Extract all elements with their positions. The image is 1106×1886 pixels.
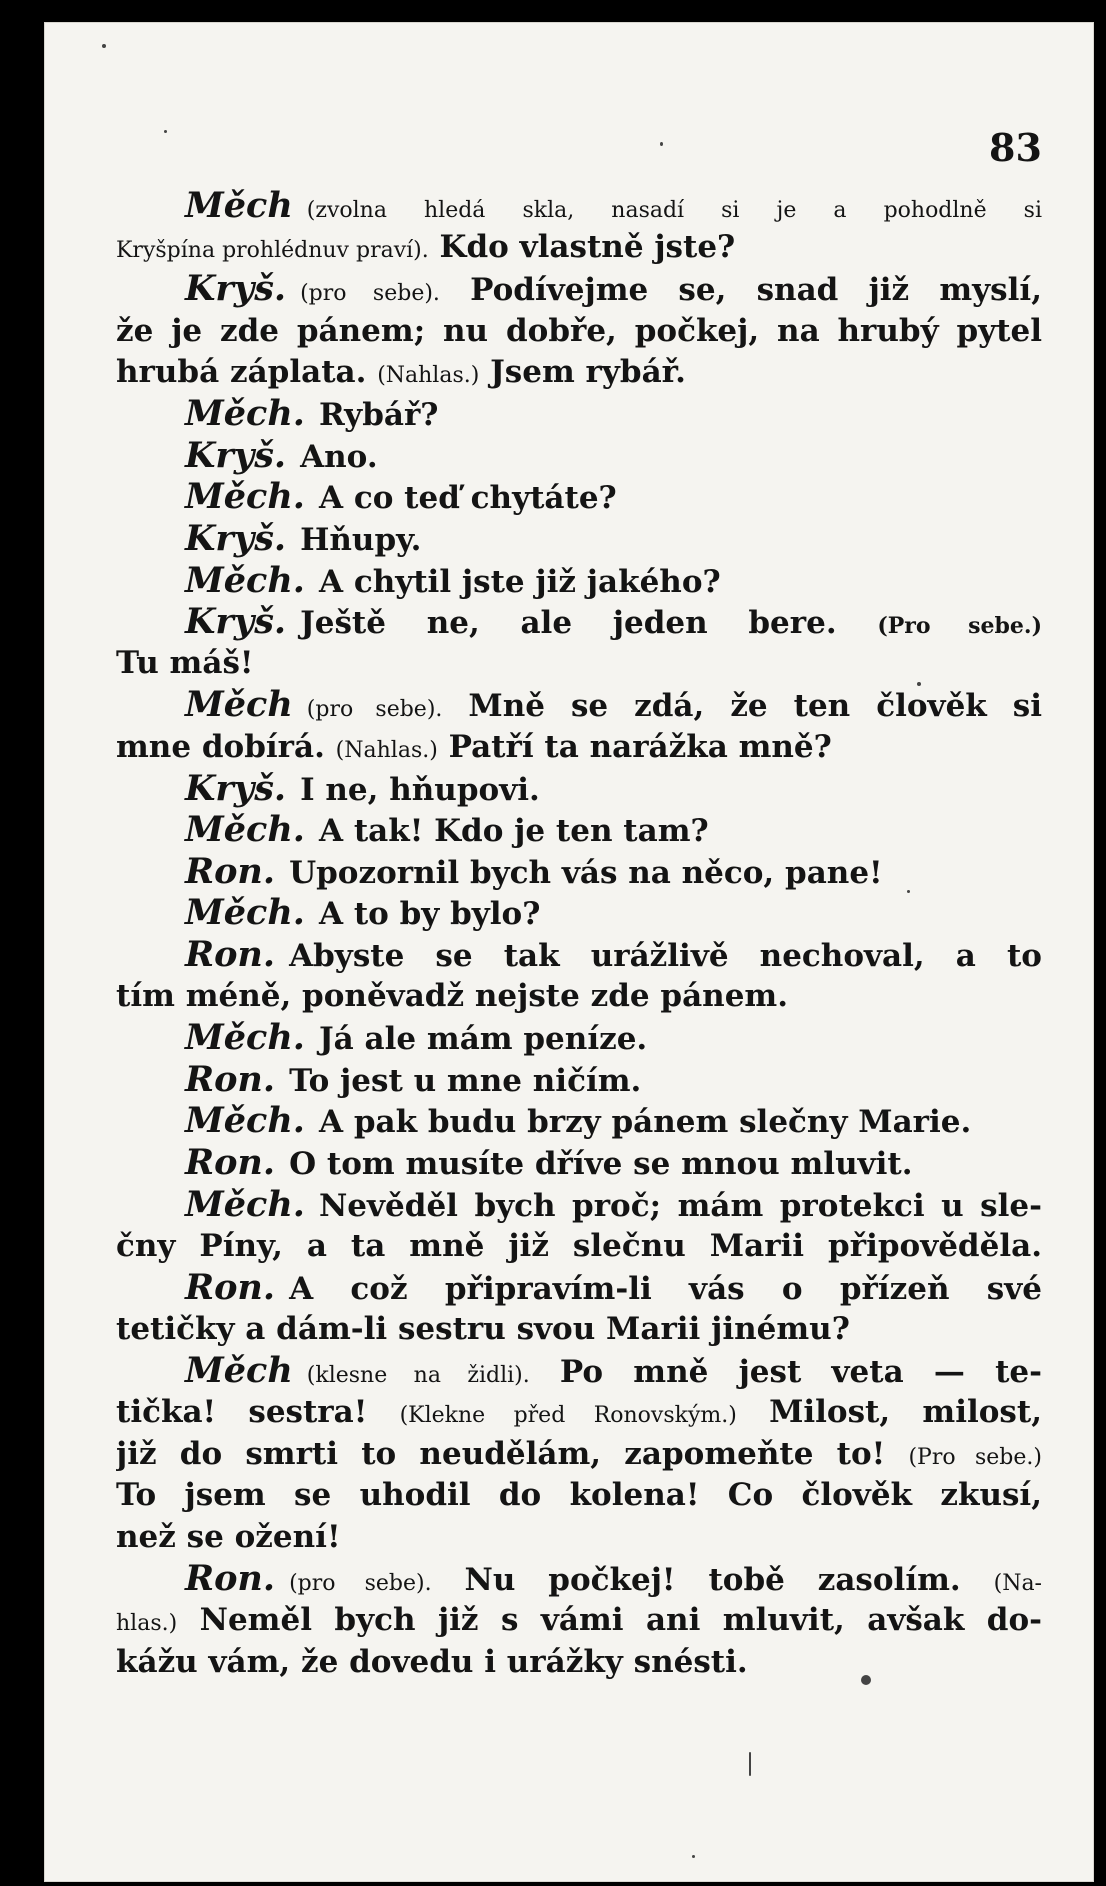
text-line: [116, 518, 1042, 560]
text-line: [116, 1183, 1042, 1225]
speaker-name: Ron.: [185, 1557, 276, 1599]
text-line: [116, 1641, 1042, 1683]
dialogue-text: než se ožení!: [116, 1518, 341, 1555]
text-line: [116, 1266, 1042, 1308]
dialogue-text: Neměl bych již s vámi ani mluvit, avšak do-: [177, 1601, 1042, 1638]
dialogue-text: Milost, milost,: [736, 1394, 1042, 1431]
text-line: [116, 268, 1042, 310]
text-line: [116, 1391, 1042, 1433]
stage-direction: (Nahlas.): [377, 363, 480, 389]
dialogue-text: Kdo vlastně jste?: [428, 229, 736, 266]
dialogue-text: čny Píny, a ta mně již slečnu Marii připověděla.: [116, 1227, 1042, 1264]
text-line: [116, 1308, 1042, 1350]
text-line: [116, 975, 1042, 1017]
text-line: [116, 643, 1042, 685]
speaker-name: Měch.: [185, 892, 305, 934]
line-content: [116, 1394, 1042, 1430]
stage-direction: (pro sebe).: [300, 281, 440, 307]
line-content: [116, 645, 254, 681]
stage-direction: (Na-: [993, 1570, 1042, 1596]
text-line: [116, 1058, 1042, 1100]
speaker-name: Ron.: [185, 933, 276, 975]
dialogue-text: A tak! Kdo je ten tam?: [318, 813, 709, 850]
line-content: [185, 892, 540, 933]
line-content: [116, 354, 686, 390]
line-content: [185, 1100, 971, 1141]
stage-direction: (Pro sebe.): [908, 1444, 1042, 1470]
speaker-name: Měch.: [185, 1100, 305, 1142]
text-line: [116, 892, 1042, 934]
text-line: [116, 851, 1042, 893]
speaker-name: Měch.: [185, 1183, 305, 1225]
speaker-name: Měch.: [185, 809, 305, 851]
speaker-name: Měch: [185, 1349, 293, 1391]
line-content: [185, 476, 617, 517]
speaker-name: Kryš.: [185, 518, 287, 560]
speaker-name: Měch.: [185, 393, 305, 435]
stage-direction: (zvolna hledá skla, nasadí si je a pohodlně si: [306, 198, 1042, 224]
text-line: [116, 1474, 1042, 1516]
dialogue-text: Patří ta narážka mně?: [437, 728, 832, 765]
dialogue-text: tím méně, poněvadž nejste zde pánem.: [116, 978, 789, 1015]
text-line: [116, 310, 1042, 352]
dialogue-text: Rybář?: [318, 397, 439, 434]
line-content: [116, 1477, 1042, 1513]
speaker-name: Kryš.: [185, 767, 287, 809]
speaker-name: Kryš.: [185, 268, 287, 310]
line-content: [116, 1519, 341, 1555]
line-content: [116, 229, 735, 265]
line-content: [116, 1602, 1042, 1638]
speaker-name: Měch.: [185, 559, 305, 601]
dialogue-text: Nu počkej! tobě zasolím.: [431, 1561, 994, 1598]
dialogue-text: Podívejme se, snad již myslí,: [439, 272, 1042, 309]
text-line: [116, 601, 1042, 643]
speaker-name: Ron.: [185, 1058, 276, 1100]
dialogue-text: Ještě ne, ale jeden bere.: [300, 605, 878, 642]
line-content: [185, 768, 540, 809]
line-content: [116, 729, 832, 765]
text-line: [116, 435, 1042, 477]
line-content: [185, 435, 378, 476]
dialogue-text: Jsem rybář.: [479, 354, 686, 391]
line-content: [185, 1017, 647, 1058]
dialogue-text: Abyste se tak urážlivě nechoval, a to: [289, 937, 1042, 974]
stage-direction: (klesne na židli).: [306, 1362, 530, 1388]
dialogue-text: Já ale mám peníze.: [318, 1021, 648, 1058]
dialogue-text: tetičky a dám-li sestru svou Marii jinému?: [116, 1310, 850, 1347]
dialogue-text: To jest u mne ničím.: [289, 1062, 642, 1099]
speaker-name: Ron.: [185, 1141, 276, 1183]
text-line: [116, 351, 1042, 393]
text-line: [116, 934, 1042, 976]
book-page: [44, 22, 1094, 1882]
text-line: [116, 1017, 1042, 1059]
text-line: [116, 767, 1042, 809]
line-content: [185, 684, 1042, 725]
text-line: [116, 684, 1042, 726]
line-content: [185, 851, 883, 892]
stage-direction: (pro sebe).: [306, 697, 443, 723]
dialogue-text: hrubá záplata.: [116, 354, 378, 391]
text-line: [116, 227, 1042, 269]
dialogue-text: Ano.: [300, 438, 378, 475]
dialogue-text: A což připravím-li vás o přízeň své: [289, 1270, 1042, 1307]
dialogue-text: mne dobírá.: [116, 728, 336, 765]
line-content: [185, 518, 421, 559]
text-line: [116, 726, 1042, 768]
stage-direction: Kryšpína prohlédnuv praví).: [116, 238, 429, 264]
speaker-name: Kryš.: [185, 434, 287, 476]
line-content: [116, 1228, 1042, 1264]
line-content: [116, 313, 1042, 349]
line-content: [185, 1142, 913, 1183]
speaker-name: Kryš.: [185, 601, 287, 643]
dialogue-text: Upozornil bych vás na něco, pane!: [289, 854, 883, 891]
text-line: [116, 1558, 1042, 1600]
line-content: [185, 809, 709, 850]
dialogue-text: Hňupy.: [300, 522, 422, 559]
dialogue-text: A co teď chytáte?: [318, 480, 617, 517]
line-content: [116, 978, 788, 1014]
text-line: [116, 185, 1042, 227]
line-content: [185, 393, 438, 434]
stage-direction: (pro sebe).: [289, 1570, 432, 1596]
speaker-name: Měch: [185, 684, 293, 726]
dialogue-text: To jsem se uhodil do kolena! Co člověk zkusí,: [116, 1477, 1042, 1514]
dialogue-text: I ne, hňupovi.: [300, 771, 540, 808]
stage-direction: (Nahlas.): [335, 737, 438, 763]
speaker-name: Ron.: [185, 1266, 276, 1308]
text-line: [116, 1100, 1042, 1142]
speaker-name: Ron.: [185, 850, 276, 892]
text-line: [116, 393, 1042, 435]
dialogue-text: tička! sestra!: [116, 1394, 400, 1431]
text-line: [116, 476, 1042, 518]
line-content: [185, 560, 721, 601]
dialogue-text: O tom musíte dříve se mnou mluvit.: [289, 1145, 913, 1182]
text-line: [116, 809, 1042, 851]
line-content: [185, 268, 1042, 309]
dialogue-text: již do smrti to neudělám, zapomeňte to!: [116, 1435, 909, 1472]
speaker-name: Měch: [185, 185, 293, 227]
line-content: [116, 1311, 850, 1347]
text-body: [116, 185, 1042, 1682]
text-line: [116, 1225, 1042, 1267]
dialogue-text: Mně se zdá, že ten člověk si: [442, 688, 1042, 725]
text-line: [116, 1142, 1042, 1184]
line-content: [185, 1350, 1042, 1391]
dialogue-text: A to by bylo?: [318, 896, 541, 933]
line-content: [185, 1558, 1042, 1599]
line-content: [116, 1436, 1042, 1472]
dialogue-text: kážu vám, že dovedu i urážky snésti.: [116, 1643, 748, 1680]
page-number: 83: [989, 125, 1042, 170]
line-content: [185, 185, 1042, 226]
stage-direction: (Klekne před Ronovským.): [399, 1403, 737, 1429]
speaker-name: Měch.: [185, 476, 305, 518]
line-content: [116, 1644, 748, 1680]
text-line: [116, 559, 1042, 601]
line-content: [185, 1267, 1042, 1308]
stage-direction: hlas.): [116, 1610, 178, 1636]
line-content: [185, 934, 1042, 975]
text-line: [116, 1599, 1042, 1641]
line-content: [185, 601, 1042, 642]
text-line: [116, 1516, 1042, 1558]
speaker-name: Měch.: [185, 1017, 305, 1059]
dialogue-text: A pak budu brzy pánem slečny Marie.: [318, 1104, 972, 1141]
line-content: [185, 1184, 1042, 1225]
dialogue-text: Po mně jest veta — te-: [529, 1353, 1042, 1390]
text-line: [116, 1433, 1042, 1475]
stage-direction: (Pro sebe.): [877, 613, 1042, 640]
text-line: [116, 1350, 1042, 1392]
dialogue-text: Nevěděl bych proč; mám protekci u sle-: [318, 1187, 1042, 1224]
line-content: [185, 1059, 641, 1100]
dialogue-text: A chytil jste již jakého?: [318, 563, 721, 600]
dialogue-text: že je zde pánem; nu dobře, počkej, na hrubý pytel: [116, 312, 1042, 349]
dialogue-text: Tu máš!: [116, 645, 254, 682]
